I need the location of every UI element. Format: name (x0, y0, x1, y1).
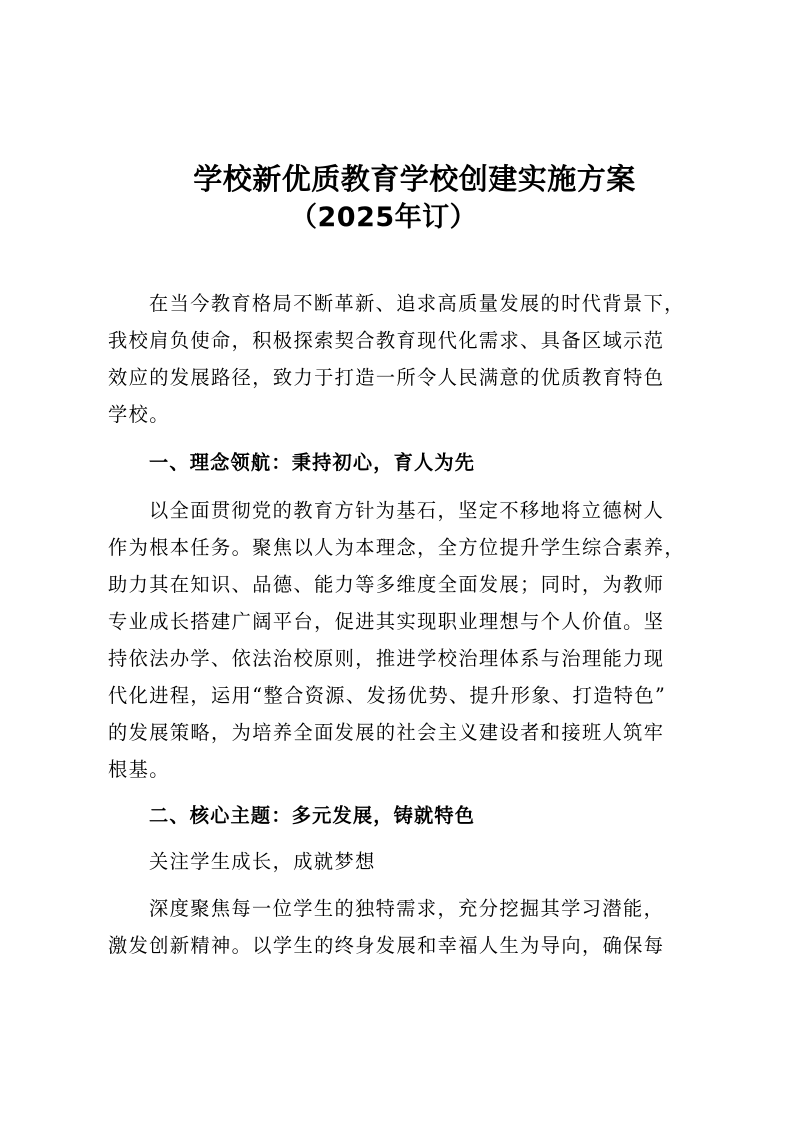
intro-line: 在当今教育格局不断革新、追求高质量发展的时代背景下， (149, 292, 685, 315)
section1-line: 根基。 (108, 758, 170, 781)
section1-line: 以全面贯彻党的教育方针为基石，坚定不移地将立德树人 (149, 499, 665, 522)
section-heading-1: 一、理念领航：秉持初心，育人为先 (149, 451, 476, 474)
section-heading-2: 二、核心主题：多元发展，铸就特色 (149, 804, 476, 827)
section2-line: 深度聚焦每一位学生的独特需求，充分挖掘其学习潜能， (149, 897, 665, 920)
section2-line: 激发创新精神。以学生的终身发展和幸福人生为导向，确保每 (108, 934, 665, 957)
intro-line: 学校。 (108, 403, 170, 426)
section1-line: 的发展策略，为培养全面发展的社会主义建设者和接班人筑牢 (108, 721, 665, 744)
section1-line: 作为根本任务。聚焦以人为本理念，全方位提升学生综合素养， (108, 536, 686, 559)
intro-line: 效应的发展路径，致力于打造一所令人民满意的优质教育特色 (108, 366, 665, 389)
intro-line: 我校肩负使命，积极探索契合教育现代化需求、具备区域示范 (108, 329, 665, 352)
section2-subheading: 关注学生成长，成就梦想 (149, 850, 376, 873)
section1-line: 持依法办学、依法治校原则，推进学校治理体系与治理能力现 (108, 647, 665, 670)
section1-line: 助力其在知识、品德、能力等多维度全面发展；同时，为教师 (108, 573, 665, 596)
section1-line: 代化进程，运用“整合资源、发扬优势、提升形象、打造特色” (108, 684, 667, 707)
section1-line: 专业成长搭建广阔平台，促进其实现职业理想与个人价值。坚 (108, 610, 665, 633)
document-title: 学校新优质教育学校创建实施方案 (193, 162, 636, 196)
document-subtitle: （2025年订） (290, 202, 478, 233)
